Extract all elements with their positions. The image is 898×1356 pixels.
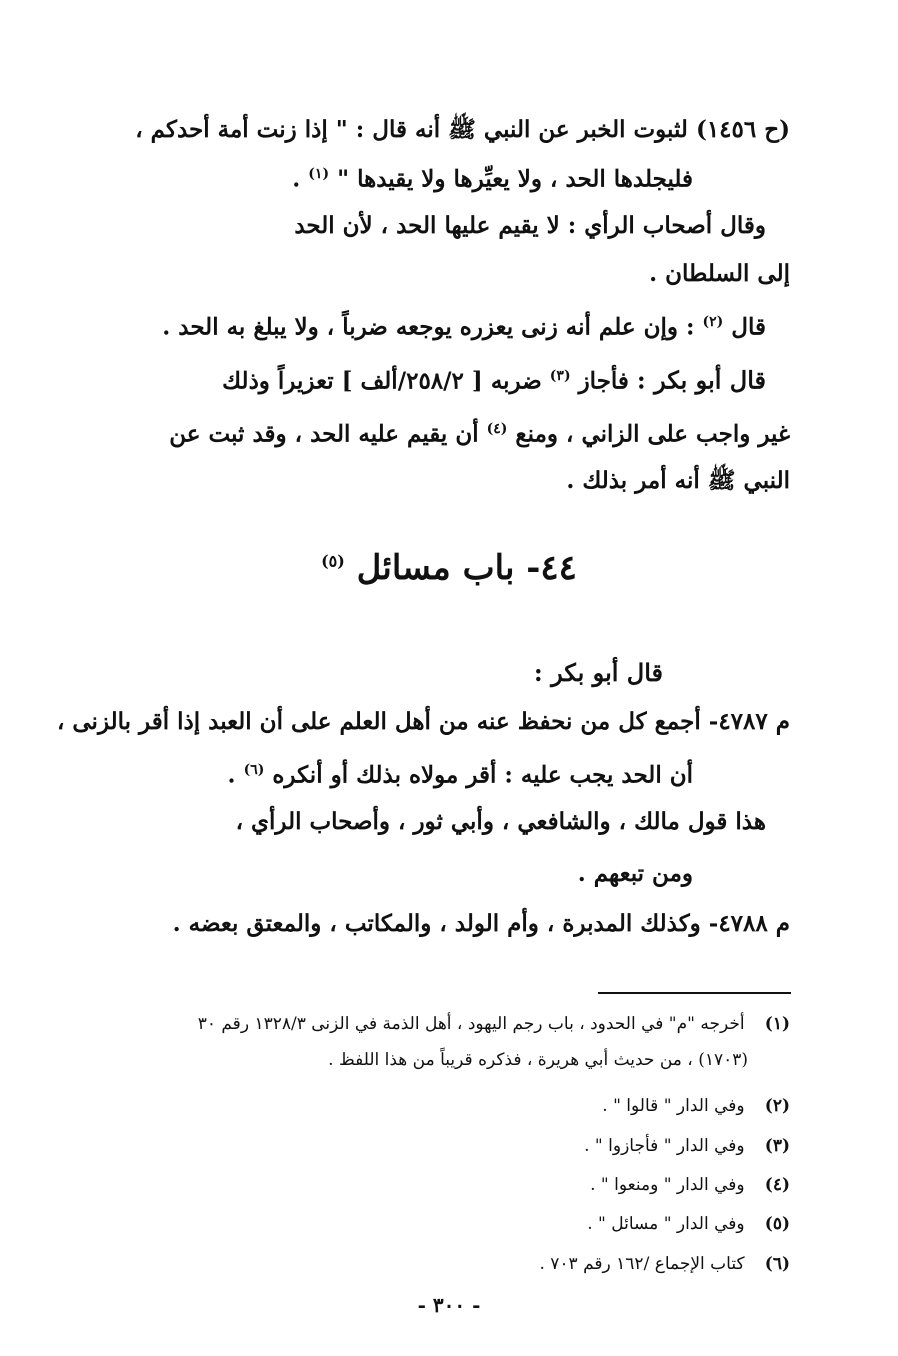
text: أن يقيم عليه الحد ، وقد ثبت عن [169, 420, 487, 448]
section-heading [163, 657, 663, 689]
footnote-text: وفي الدار " قالوا " . [602, 1096, 745, 1116]
text: . [227, 761, 244, 789]
text-line [76, 806, 766, 838]
text-line [100, 258, 790, 290]
footnote-text: (١٧٠٣) ، من حديث أبي هريرة ، فذكره قريباً من هذا اللفظ . [328, 1050, 748, 1070]
chapter-heading [0, 548, 898, 588]
footnote [100, 1134, 790, 1158]
text-line [100, 465, 790, 497]
text: فأجاز [578, 367, 637, 395]
footnote-number: (٢) [764, 1096, 790, 1116]
chapter-title: ٤٤- باب مسائل [356, 548, 577, 588]
footnote-text: وفي الدار " فأجازوا " . [584, 1136, 745, 1156]
footnote [100, 1252, 790, 1276]
footnote-ref[interactable]: (٢) [702, 314, 724, 330]
text: قال أبو بكر : [533, 658, 663, 687]
footnote [100, 1012, 790, 1036]
text: قال [731, 313, 766, 341]
footnote-ref[interactable]: (٥) [321, 551, 345, 571]
footnote-number: (٤) [764, 1175, 790, 1195]
text: : وإن علم أنه زنى يعزره يوجعه ضرباً ، ولا يبلغ به الحد . [162, 313, 703, 341]
text-line [100, 908, 790, 940]
speaker-lead: قال أبو بكر : [636, 365, 766, 395]
text: هذا قول مالك ، والشافعي ، وأبي ثور ، وأصحاب الرأي ، [235, 808, 766, 835]
text-line [93, 754, 693, 792]
footnote-number: (٣) [764, 1136, 790, 1156]
text: أجمع كل من نحفظ عنه من أهل العلم على أن العبد إذا أقر بالزنى ، [56, 708, 709, 735]
footnote [58, 1048, 748, 1072]
text-line [56, 706, 790, 738]
footnote-text: وفي الدار " ومنعوا " . [590, 1175, 745, 1195]
footnote-text: كتاب الإجماع /١٦٢ رقم ٧٠٣ . [539, 1254, 745, 1274]
footnote-number: (١) [764, 1014, 790, 1034]
issue-number: م ٤٧٨٨- [708, 910, 790, 937]
issue-number: م ٤٧٨٧- [708, 708, 790, 735]
page-number: - ٣٠٠ - [417, 1293, 481, 1317]
text-line [76, 210, 766, 242]
footnote-text: أخرجه "م" في الحدود ، باب رجم اليهود ، أهل الذمة في الزنى ١٣٢٨/٣ رقم ٣٠ [197, 1014, 745, 1034]
text: النبي ﷺ أنه أمر بذلك . [566, 467, 790, 494]
text-line [76, 360, 766, 398]
text-line [100, 114, 790, 146]
text: ضربه [ ٢٥٨/٢/ألف ] تعزيراً وذلك [222, 367, 550, 395]
footnote [100, 1094, 790, 1118]
footnote-ref[interactable]: (٤) [486, 421, 508, 437]
text-line [76, 306, 766, 344]
text: ومن تبعهم . [577, 860, 693, 887]
text: غير واجب على الزاني ، ومنع [515, 420, 790, 448]
footnote-number: (٦) [764, 1254, 790, 1274]
text-line [93, 158, 693, 196]
text-line [100, 413, 790, 451]
text: أن الحد يجب عليه : أقر مولاه بذلك أو أنكره [272, 761, 693, 789]
text: إلى السلطان . [649, 260, 790, 287]
text-line [93, 858, 693, 890]
footnote-ref[interactable]: (١) [308, 166, 330, 182]
text: (ح ١٤٥٦) لثبوت الخبر عن النبي ﷺ أنه قال : " إذا زنت أمة أحدكم ، [135, 116, 790, 143]
footnote [100, 1173, 790, 1197]
footnote-number: (٥) [764, 1214, 790, 1234]
footnote [100, 1212, 790, 1236]
footnote-separator [598, 992, 791, 994]
text: . [292, 165, 309, 193]
footnote-ref[interactable]: (٣) [549, 368, 571, 384]
text: وكذلك المدبرة ، وأم الولد ، والمكاتب ، والمعتق بعضه . [172, 910, 709, 937]
text: وقال أصحاب الرأي : لا يقيم عليها الحد ، لأن الحد [294, 212, 766, 239]
footnote-text: وفي الدار " مسائل " . [587, 1214, 745, 1234]
footnote-ref[interactable]: (٦) [243, 762, 265, 778]
text: فليجلدها الحد ، ولا يعيِّرها ولا يقيدها " [337, 165, 693, 193]
